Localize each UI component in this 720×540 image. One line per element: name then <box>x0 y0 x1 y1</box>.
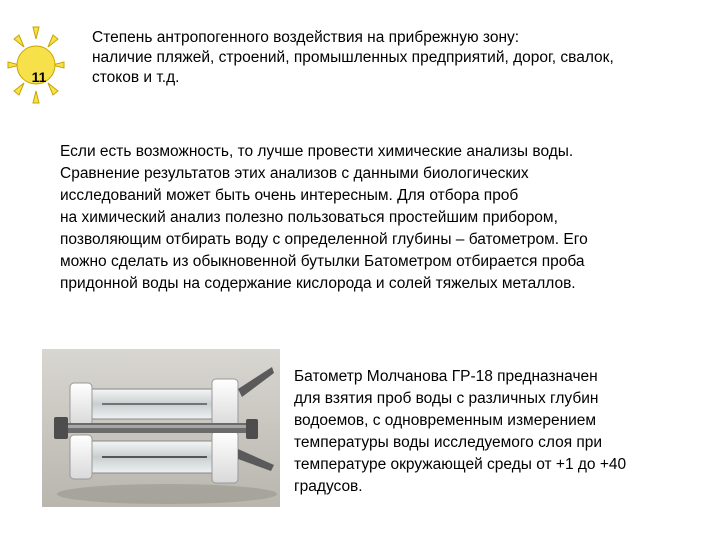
body-line: Если есть возможность, то лучше провести химические анализы воды. <box>60 143 574 160</box>
bathometer-photo <box>42 349 280 507</box>
body-line: позволяющим отбирать воду с определенной глубины – батометром. Его <box>60 231 588 248</box>
caption-line: температуры воды исследуемого слоя при <box>294 434 603 451</box>
caption-line: Батометр Молчанова ГР-18 предназначен <box>294 368 598 385</box>
caption-line: градусов. <box>294 478 363 495</box>
bathometer-photo-icon <box>42 349 280 507</box>
body-line: можно сделать из обыкновенной бутылки Батометром отбирается проба <box>60 253 585 270</box>
body-paragraph <box>60 141 700 295</box>
header-line: наличие пляжей, строений, промышленных предприятий, дорог, свалок, <box>92 49 614 66</box>
caption-line: для взятия проб воды с различных глубин <box>294 390 599 407</box>
photo-caption <box>294 366 694 498</box>
sun-icon <box>6 25 66 105</box>
slide-number: 11 <box>31 69 47 85</box>
header-line: Степень антропогенного воздействия на прибрежную зону: <box>92 29 520 46</box>
header-text <box>92 28 702 88</box>
body-line: Сравнение результатов этих анализов с данными биологических <box>60 165 529 182</box>
header-line: стоков и т.д. <box>92 69 180 86</box>
slide-number-badge <box>6 25 66 105</box>
caption-line: температуре окружающей среды от +1 до +40 <box>294 456 627 473</box>
body-line: придонной воды на содержание кислорода и солей тяжелых металлов. <box>60 275 576 292</box>
body-line: на химический анализ полезно пользоваться простейшим прибором, <box>60 209 558 226</box>
caption-line: водоемов, с одновременным измерением <box>294 412 597 429</box>
body-line: исследований может быть очень интересным. Для отбора проб <box>60 187 519 204</box>
